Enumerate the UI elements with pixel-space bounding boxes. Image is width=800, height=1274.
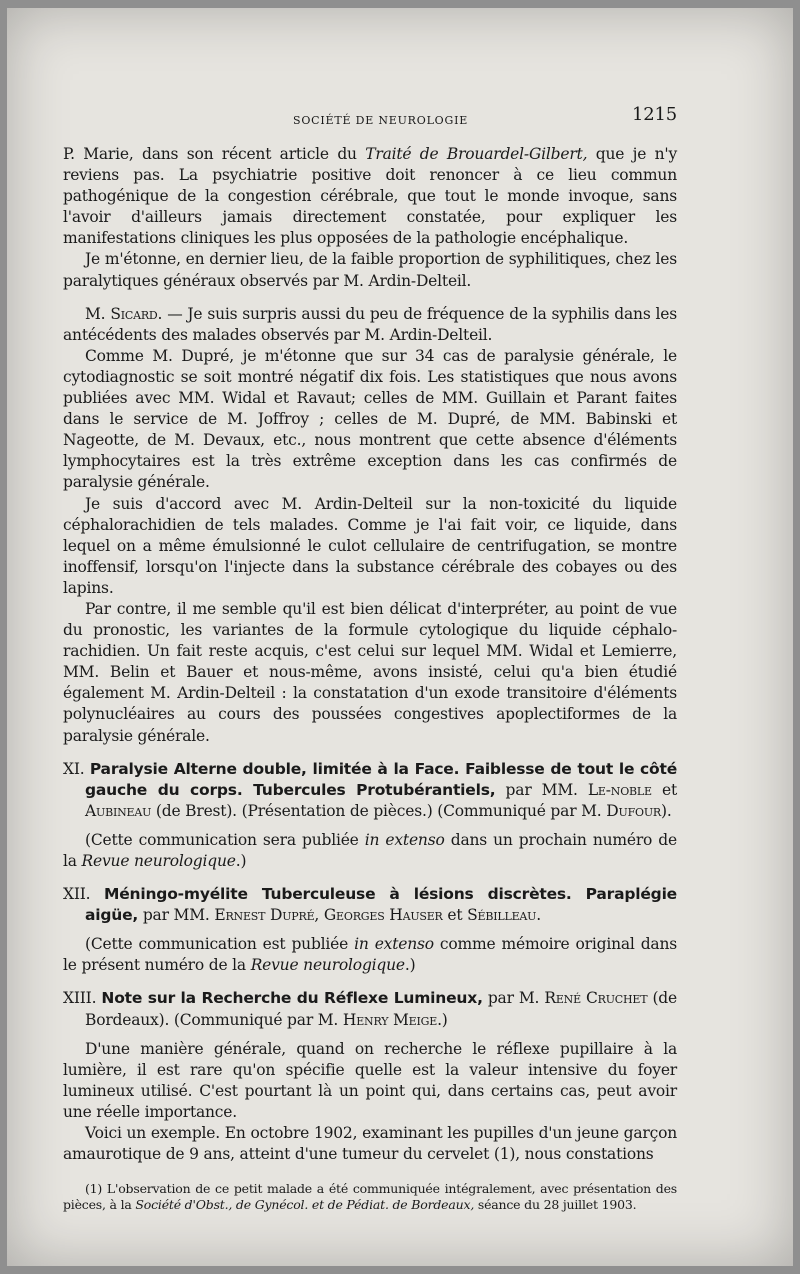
paragraph-8: Voici un exemple. En octobre 1902, examinant les pupilles d'un jeune garçon amaurotique de 9 ans, atteint d'une tumeur du cervelet (1), nous constations	[63, 1124, 677, 1164]
text-run: (Cette communication est publiée	[85, 935, 355, 954]
footnote	[63, 1181, 677, 1213]
text-run: — Je suis surpris aussi du peu de fréquence de la syphilis dans les antécédents des malades observés par M. Ardin-Delteil.	[63, 304, 678, 344]
section-title: Note sur la Recherche du Réflexe Lumineux,	[101, 989, 483, 1008]
author-name: Aubineau	[85, 801, 152, 820]
text-run: (Cette communication sera publiée	[85, 830, 365, 849]
italic-text: in extenso	[364, 830, 445, 849]
italic-text: in extenso	[354, 935, 434, 954]
text-run: (de Bordeaux). (Communiqué par M.	[85, 989, 677, 1029]
section-number: XI.	[63, 759, 85, 778]
paragraph-4: Comme M. Dupré, je m'étonne que sur 34 cas de paralysie générale, le cytodiagnostic se soit montré négatif dix fois. Les statistiques que nous avons publiées avec MM. Widal et Ravaut; celles de MM. Guillain et Parant faites dans le service de M. Joffroy ; celles de M. Dupré, de MM. Babinski et Nageotte, de M. Devaux, etc., nous montrent que cette absence d'éléments lymphocytaires est la très extrême exception dans les cas confirmés de paralysie générale.	[63, 346, 677, 492]
journal-title: Revue neurologique	[81, 852, 236, 870]
text-run: .)	[404, 956, 416, 975]
paragraph-6: Par contre, il me semble qu'il est bien délicat d'interpréter, au point de vue du pronostic, les variantes de la formule cytologique du liquide céphalo-rachidien. Un fait reste acquis, c'est celui sur lequel MM. Widal et Lemierre, MM. Belin et Bauer et nous-même, avons insisté, celui qu'a bien étudié également M. Ardin-Delteil : la constatation d'un exode transitoire d'éléments polynucléaires au cours des poussées congestives apoplectiformes de la paralysie générale.	[63, 599, 677, 745]
page-number: 1215	[631, 104, 677, 125]
text-run: par MM.	[495, 780, 588, 799]
journal-title: Revue neurologique	[250, 956, 405, 975]
text-run: (1) L'observation de ce petit malade a été communiquée intégralement, avec présentation des pièces, à la	[63, 1181, 677, 1213]
paragraph-3	[63, 304, 677, 346]
paragraph-2: Je m'étonne, en dernier lieu, de la faible proportion de syphilitiques, chez les paralytiques généraux observés par M. Ardin-Delteil.	[63, 250, 677, 290]
section-title: Paralysie Alterne double, limitée à la Face. Faiblesse de tout le côté gauche du corps. Tubercules Protubérantiels,	[85, 759, 678, 799]
text-run: ).	[660, 801, 672, 820]
text-run: P. Marie, dans son récent article du	[63, 145, 366, 163]
text-run: .)	[437, 1010, 448, 1029]
italic-title: Traité de Brouardel-Gilbert,	[365, 145, 588, 163]
text-run: et	[442, 906, 468, 925]
paragraph-7: D'une manière générale, quand on recherche le réflexe pupillaire à la lumière, il est rare qu'on spécifie quelle est la valeur intensive du foyer lumineux utilisé. C'est pourtant là un point qui, dans certains cas, peut avoir une réelle importance.	[63, 1039, 677, 1121]
text-run: .)	[235, 852, 247, 870]
text-run: dans un prochain numéro de la	[63, 830, 677, 870]
section-number: XII.	[63, 885, 91, 904]
author-name: Le-noble	[587, 780, 652, 799]
running-title: SOCIÉTÉ DE NEUROLOGIE	[293, 114, 469, 127]
page-header	[63, 104, 677, 130]
spacer	[63, 292, 677, 304]
speaker-name: M. Sicard.	[85, 304, 163, 323]
text-run: comme mémoire original dans le présent numéro de la	[63, 935, 677, 975]
author-name: Ernest Dupré, Georges Hauser	[214, 906, 443, 925]
page	[7, 8, 793, 1266]
text-run: par MM.	[138, 906, 215, 925]
paragraph-1	[63, 144, 677, 249]
author-name: Dufour	[606, 801, 661, 820]
text-run: (de Brest). (Présentation de pièces.) (Communiqué par M.	[151, 801, 607, 820]
paragraph-5: Je suis d'accord avec M. Ardin-Delteil sur la non-toxicité du liquide céphalorachidien de tels malades. Comme je l'ai fait voir, ce liquide, dans lequel on a même émulsionné le culot cellulaire de centrifugation, se montre inoffensif, lorsqu'on l'injecte dans la substance cérébrale des cobayes ou des lapins.	[63, 494, 677, 597]
note-xi	[63, 830, 677, 872]
page-content	[63, 104, 677, 1213]
text-run: que je n'y reviens pas. La psychiatrie positive doit renoncer à ce lieu commun pathogénique de la congestion cérébrale, que tout le monde invoque, sans l'avoir d'ailleurs jamais directement constatée, pour expliquer les manifestations cliniques les plus opposées de la pathologie encéphalique.	[63, 145, 677, 248]
author-name: René Cruchet	[544, 989, 648, 1008]
note-xii	[63, 934, 677, 976]
section-xiii	[63, 988, 677, 1030]
section-xii	[63, 884, 677, 926]
section-title: Méningo-myélite Tuberculeuse à lésions discrètes. Paraplégie aigüe,	[85, 885, 677, 925]
section-xi	[63, 759, 677, 822]
section-number: XIII.	[63, 989, 97, 1008]
text-run: .	[536, 906, 541, 925]
author-name: Henry Meige	[342, 1010, 438, 1029]
text-run: séance du 28 juillet 1903.	[474, 1197, 637, 1213]
text-run: et	[651, 780, 677, 799]
author-name: Sébilleau	[467, 906, 537, 925]
italic-text: Société d'Obst., de Gynécol. et de Pédiat. de Bordeaux,	[135, 1197, 475, 1213]
text-run: par M.	[482, 989, 545, 1008]
